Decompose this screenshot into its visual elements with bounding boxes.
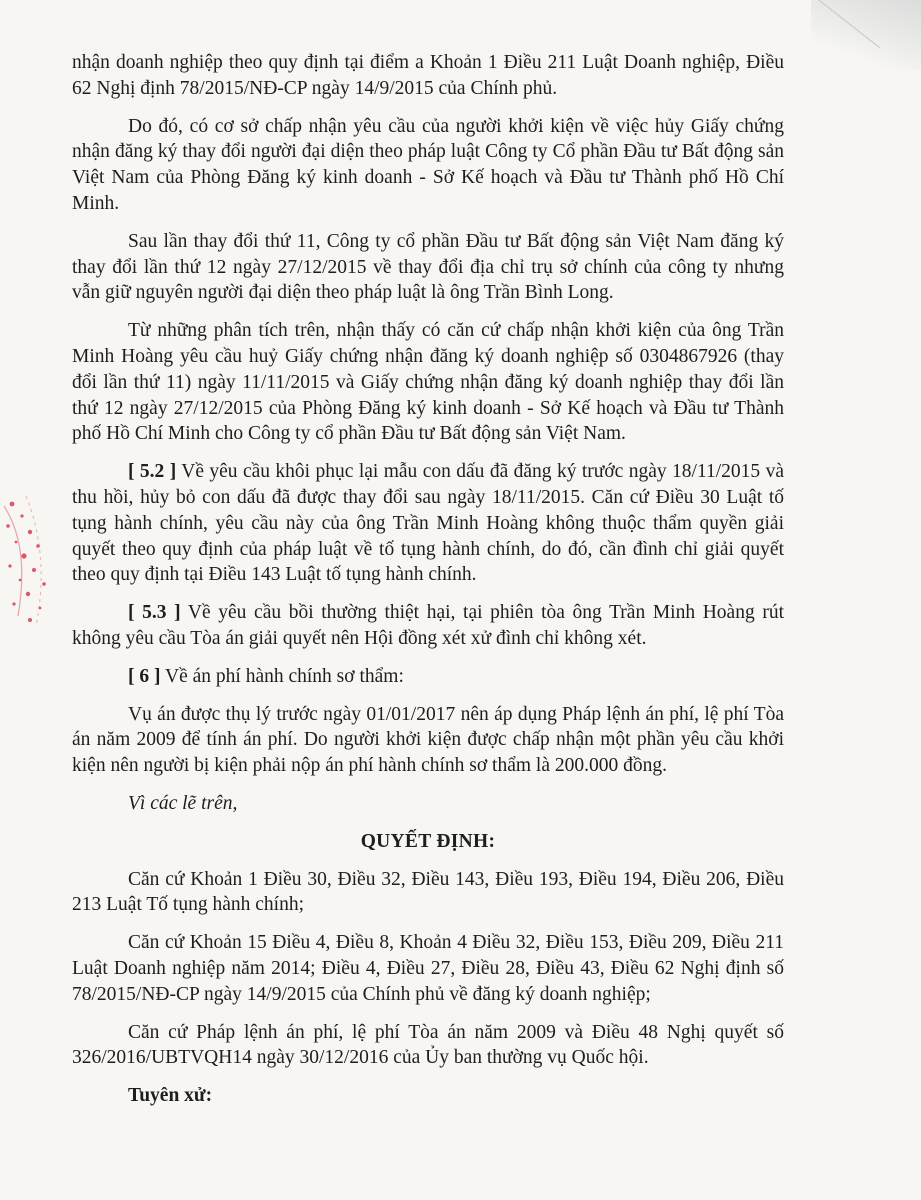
- paragraph-5-2: [ 5.2 ] Về yêu cầu khôi phục lại mẫu con dấu đã đăng ký trước ngày 18/11/2015 và thu hồi, hủy bỏ con dấu đã được thay đổi sau ngày 18/11/2015. Căn cứ Điều 30 Luật tố tụng hành chính, yêu cầu này của ông Trần Minh Hoàng không thuộc thẩm quyền giải quyết theo quy định của pháp luật về tố tụng hành chính, do đó, cần đình chỉ giải quyết theo quy định tại Điều 143 Luật tố tụng hành chính.: [72, 461, 784, 586]
- paragraph-cancel-certificate: Do đó, có cơ sở chấp nhận yêu cầu của người khởi kiện về việc hủy Giấy chứng nhận đăng ký thay đổi người đại diện theo pháp luật Công ty Cổ phần Đầu tư Bất động sản Việt Nam của Phòng Đăng ký kinh doanh - Sở Kế hoạch và Đầu tư Thành phố Hồ Chí Minh.: [72, 115, 784, 214]
- document-body: [72, 50, 784, 1121]
- paragraph-analysis-conclusion: Từ những phân tích trên, nhận thấy có căn cứ chấp nhận khởi kiện của ông Trần Minh Hoàng yêu cầu huỷ Giấy chứng nhận đăng ký doanh nghiệp số 0304867926 (thay đổi lần thứ 11) ngày 11/11/2015 và Giấy chứng nhận đăng ký doanh nghiệp thay đổi lần thứ 12 ngày 27/12/2015 của Phòng Đăng ký kinh doanh - Sở Kế hoạch và Đầu tư Thành phố Hồ Chí Minh cho Công ty cổ phần Đầu tư Bất động sản Việt Nam.: [72, 320, 784, 445]
- paragraph-twelfth-change: Sau lần thay đổi thứ 11, Công ty cổ phần Đầu tư Bất động sản Việt Nam đăng ký thay đổi lần thứ 12 ngày 27/12/2015 về thay đổi địa chỉ trụ sở chính của công ty nhưng vẫn giữ nguyên người đại diện theo pháp luật là ông Trần Bình Long.: [72, 230, 784, 304]
- section-tag: [ 5.3 ]: [128, 602, 181, 624]
- paragraph-continuation: nhận doanh nghiệp theo quy định tại điểm a Khoản 1 Điều 211 Luật Doanh nghiệp, Điều 62 Nghị định 78/2015/NĐ-CP ngày 14/9/2015 của Chính phủ.: [72, 52, 784, 99]
- section-tag: [ 6 ]: [128, 665, 161, 687]
- section-tag: [ 5.2 ]: [128, 461, 177, 483]
- verdict-label: Tuyên xử:: [128, 1085, 213, 1107]
- decision-basis-procedure: Căn cứ Khoản 1 Điều 30, Điều 32, Điều 143, Điều 193, Điều 194, Điều 206, Điều 213 Luật Tố tụng hành chính;: [72, 868, 784, 916]
- closing-phrase: Vì các lẽ trên,: [128, 792, 238, 814]
- paragraph-5-3: [ 5.3 ] Về yêu cầu bồi thường thiệt hại, tại phiên tòa ông Trần Minh Hoàng rút không yêu cầu Tòa án giải quyết nên Hội đồng xét xử đình chỉ không xét.: [72, 602, 784, 649]
- decision-heading: QUYẾT ĐỊNH:: [360, 830, 496, 852]
- red-seal-fragment: [0, 486, 80, 636]
- paragraph-6: [ 6 ] Về án phí hành chính sơ thẩm:: [128, 665, 404, 687]
- decision-basis-fees: Căn cứ Pháp lệnh án phí, lệ phí Tòa án năm 2009 và Điều 48 Nghị quyết số 326/2016/UBTVQH14 ngày 30/12/2016 của Ủy ban thường vụ Quốc hội.: [72, 1021, 784, 1069]
- decision-basis-enterprise-law: Căn cứ Khoản 15 Điều 4, Điều 8, Khoản 4 Điều 32, Điều 153, Điều 209, Điều 211 Luật Doanh nghiệp năm 2014; Điều 4, Điều 27, Điều 28, Điều 43, Điều 62 Nghị định số 78/2015/NĐ-CP ngày 14/9/2015 của Chính phủ về đăng ký doanh nghiệp;: [72, 932, 784, 1005]
- paragraph-court-fee: Vụ án được thụ lý trước ngày 01/01/2017 nên áp dụng Pháp lệnh án phí, lệ phí Tòa án năm 2009 để tính án phí. Do người khởi kiện được chấp nhận một phần yêu cầu khởi kiện nên người bị kiện phải nộp án phí hành chính sơ thẩm là 200.000 đồng.: [72, 703, 784, 777]
